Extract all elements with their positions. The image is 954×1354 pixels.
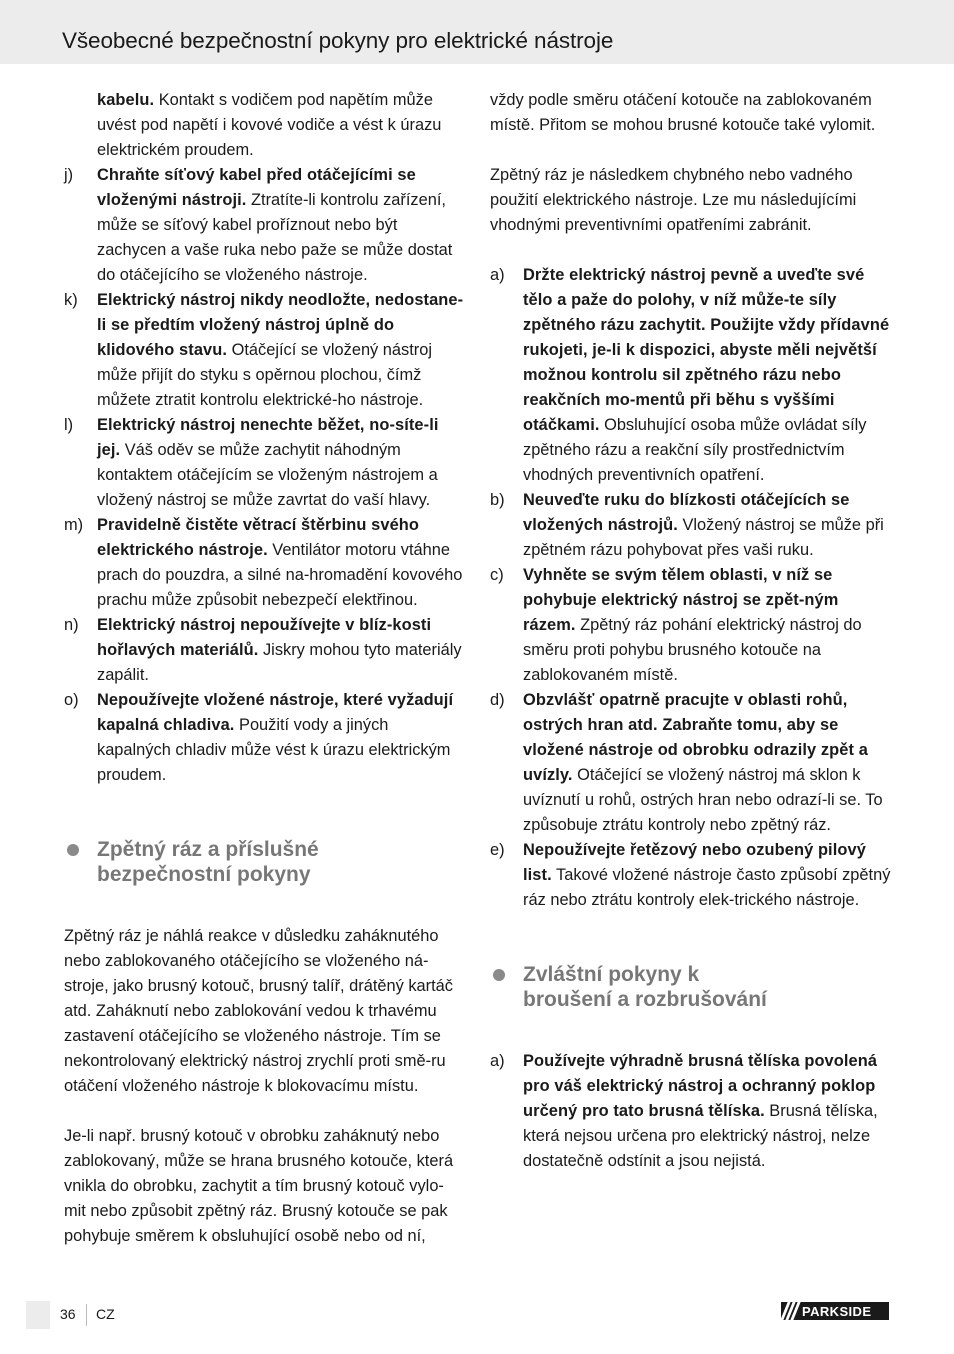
list-item [64,413,464,513]
section-heading-grinding [490,962,894,1012]
item-text: Jiskry mohou tyto materiály zapálit. [97,641,462,684]
heading-line: Zvláštní pokyny k [523,963,700,986]
item-label: j) [64,166,74,184]
item-label: e) [490,841,505,859]
item-bold: Neuveďte ruku do blízkosti otáčejících se vložených nástrojů. [523,491,850,534]
footer-marker [26,1301,50,1329]
list-item [64,163,464,288]
list-item [64,688,464,788]
item-text: Ventilátor motoru vtáhne prach do pouzdra, a silné na-hromadění kovového prachu může způsobit nebezpečí elektřinou. [97,541,463,609]
list-item [64,288,464,413]
brand-logo [781,1302,889,1320]
item-label: b) [490,491,505,509]
item-bold: Chraňte síťový kabel před otáčejícími se vloženými nástroji. [97,166,416,209]
list-item [64,88,464,163]
item-bold: Nepoužívejte vložené nástroje, které vyžadují kapalná chladiva. [97,691,454,734]
right-column [490,88,894,1174]
item-bold: Používejte výhradně brusná tělíska povolená pro váš elektrický nástroj a ochranný poklop určený pro tato brusná tělíska. [523,1052,878,1120]
heading-line: Zpětný ráz a příslušné [97,838,319,861]
item-bold: Obzvlášť opatrně pracujte v oblasti rohů, ostrých hran atd. Zabraňte tomu, aby se vložené nástroje od obrobku odrazily zpět a uvízly. [523,691,868,784]
footer-divider [86,1304,87,1326]
item-label: k) [64,291,78,309]
list-item [64,513,464,613]
item-text: Ztratíte-li kontrolu zařízení, může se síťový kabel proříznout nebo být zachycen a vaše ruka nebo paže se může dostat do otáčejícího se vloženého nástroje. [97,191,453,284]
paragraph: vždy podle směru otáčení kotouče na zablokovaném místě. Přitom se mohou brusné kotouče také vylomit. [490,91,876,134]
list-item [490,688,894,838]
item-text: Takové vložené nástroje často způsobí zpětný ráz nebo ztrátu kontroly elek-trického nástroje. [523,866,891,909]
bullet-icon [67,844,79,856]
item-text: Použití vody a jiných kapalných chladiv může vést k úrazu elektrickým proudem. [97,716,451,784]
left-column [64,88,464,1249]
page-title: Všeobecné bezpečnostní pokyny pro elektrické nástroje [62,28,614,53]
logo-stripes-icon [781,1302,797,1320]
heading-line: broušení a rozbrušování [523,988,767,1011]
header-band [0,0,954,64]
item-bold: kabelu. [97,91,155,109]
brand-name: PARKSIDE [802,1303,872,1319]
list-item [490,1049,894,1174]
list-item [64,613,464,688]
item-bold: Elektrický nástroj nikdy neodložte, nedostane-li se předtím vložený nástroj úplně do klidového stavu. [97,291,464,359]
list-item [490,263,894,488]
paragraph: Zpětný ráz je následkem chybného nebo vadného použití elektrického nástroje. Lze mu následujícími vhodnými preventivními opatřeními zabránit. [490,166,857,234]
item-bold: Pravidelně čistěte větrací štěrbinu svého elektrického nástroje. [97,516,420,559]
language-code: CZ [96,1306,115,1322]
section-heading-kickback [64,837,464,887]
item-label: m) [64,516,84,534]
item-label: c) [490,566,504,584]
list-item [490,838,894,913]
list-item [490,563,894,688]
list-item [490,488,894,563]
item-label: l) [64,416,74,434]
item-label: a) [490,1052,505,1070]
paragraph: Je-li např. brusný kotouč v obrobku zaháknutý nebo zablokovaný, může se hrana brusného kotouče, která vnikla do obrobku, zachytit a tím brusný kotouč vylo-mit nebo způsobit zpětný ráz. Brusný kotouče se pak pohybuje směrem k obsluhující osobě nebo od ní, [64,1127,454,1245]
item-bold: Elektrický nástroj nepoužívejte v blíz-kosti hořlavých materiálů. [97,616,432,659]
heading-line: bezpečnostní pokyny [97,863,311,886]
item-text: Obsluhující osoba může ovládat síly zpětného rázu a reakční síly prostřednictvím vhodných preventivních opatření. [523,416,867,484]
item-text: Brusná tělíska, která nejsou určena pro elektrický nástroj, nelze dostatečně odstínit a jsou nejistá. [523,1102,878,1170]
item-text: Vložený nástroj se může při zpětném rázu pohybovat přes vaši ruku. [523,516,884,559]
item-text: Váš oděv se může zachytit náhodným kontaktem otáčejícím se vloženým nástrojem a vložený nástroj se může zavrtat do vaší hlavy. [97,441,438,509]
bullet-icon [493,969,505,981]
item-bold: Vyhněte se svým tělem oblasti, v níž se pohybuje elektrický nástroj se zpět-ným rázem. [523,566,839,634]
item-bold: Elektrický nástroj nenechte běžet, no-síte-li jej. [97,416,439,459]
item-label: o) [64,691,79,709]
page-number: 36 [60,1306,76,1322]
item-text: Kontakt s vodičem pod napětím může uvést pod napětí i kovové vodiče a vést k úrazu elektrickém proudem. [97,91,442,159]
item-bold: Nepoužívejte řetězový nebo ozubený pilový list. [523,841,866,884]
item-bold: Držte elektrický nástroj pevně a uveďte své tělo a paže do polohy, v níž může-te síly zpětného rázu zachytit. Použijte vždy přídavné rukojeti, je-li k dispozici, abyste měli největší možnou kontrolu sil zpětného rázu nebo reakčních mo-mentů při běhu s vyššími otáčkami. [523,266,890,434]
item-text: Otáčející se vložený nástroj může přijít do styku s opěrnou plochou, čímž můžete ztratit kontrolu elektrické-ho nástroje. [97,341,433,409]
item-label: n) [64,616,79,634]
item-text: Zpětný ráz pohání elektrický nástroj do směru proti pohybu brusného kotouče na zablokovaném místě. [523,616,862,684]
paragraph: Zpětný ráz je náhlá reakce v důsledku zaháknutého nebo zablokovaného otáčejícího se vloženého ná-stroje, jako brusný kotouč, brusný talíř, drátěný kartáč atd. Zaháknutí nebo zablokování vedou k trhavému zastavení otáčejícího se vloženého nástroje. Tím se nekontrolovaný elektrický nástroj zrychlí proti smě-ru otáčení vloženého nástroje k blokovacímu místu. [64,927,453,1095]
item-label: d) [490,691,505,709]
item-label: a) [490,266,505,284]
item-text: Otáčející se vložený nástroj má sklon k uvíznutí u rohů, ostrých hran nebo odrazí-li se. To způsobuje ztrátu kontroly nebo zpětný ráz. [523,766,883,834]
